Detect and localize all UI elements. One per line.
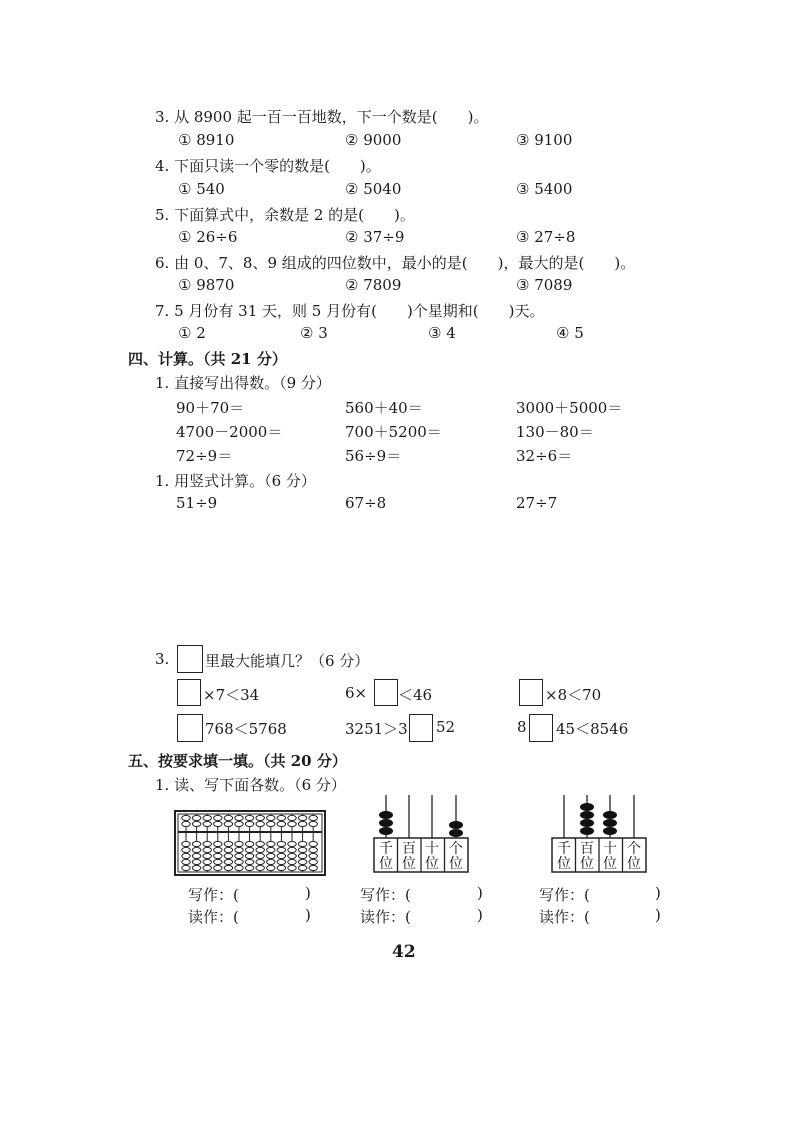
place-label-char: 十: [425, 841, 439, 857]
abacus-bead: [277, 821, 285, 826]
abacus-bead: [277, 865, 285, 870]
abacus-bead: [214, 841, 222, 846]
question-7-option-4: ④ 5: [556, 324, 584, 342]
place-label-char: 位: [379, 856, 393, 872]
oral-calc-item: 4700－2000＝: [176, 423, 283, 441]
abacus-bead: [203, 815, 211, 820]
abacus-bead: [267, 847, 275, 852]
vertical-calc-heading: 1. 用竖式计算。（6 分）: [155, 472, 316, 490]
abacus-bead: [214, 865, 222, 870]
abacus-bead: [203, 865, 211, 870]
abacus-bead: [182, 847, 190, 852]
abacus-bead: [256, 859, 264, 864]
abacus-bead: [288, 815, 296, 820]
abacus-bead: [182, 821, 190, 826]
answer-box[interactable]: [374, 679, 398, 706]
abacus-bead: [309, 815, 317, 820]
abacus-bead: [267, 853, 275, 858]
inequality-text: ×7＜34: [203, 686, 260, 704]
abacus-bead: [309, 853, 317, 858]
oral-calc-item: 3000＋5000＝: [516, 399, 623, 417]
abacus-bead: [203, 841, 211, 846]
abacus-bead: [214, 821, 222, 826]
vertical-calc-item: 27÷7: [516, 494, 558, 512]
abacus-bead: [277, 847, 285, 852]
inequality-text: ＜46: [398, 686, 433, 704]
place-label-char: 千: [557, 841, 571, 857]
abacus-bead: [203, 853, 211, 858]
read-label: 读作：(: [360, 908, 411, 926]
question-3-option-1: ① 8910: [178, 131, 235, 149]
close-paren: ): [655, 884, 661, 902]
abacus-bead: [235, 859, 243, 864]
abacus-bead: [267, 841, 275, 846]
place-label-char: 位: [449, 856, 463, 872]
close-paren: ): [655, 906, 661, 924]
inequality-text: 8: [517, 718, 527, 736]
fill-box-question-text: 里最大能填几？（6 分）: [205, 652, 370, 670]
abacus-bead: [256, 841, 264, 846]
abacus-bead: [288, 853, 296, 858]
write-label: 写作：(: [188, 886, 239, 904]
place-label-char: 位: [402, 856, 416, 872]
abacus-bead: [182, 815, 190, 820]
inequality-text: ×8＜70: [545, 686, 602, 704]
answer-box[interactable]: [409, 714, 433, 742]
place-label-char: 个: [627, 841, 641, 857]
question-3-stem: 3. 从 8900 起一百一百地数，下一个数是( )。: [155, 108, 489, 126]
abacus-bead: [309, 847, 317, 852]
inequality-text: 3251＞3: [345, 720, 408, 738]
abacus-bead: [309, 865, 317, 870]
abacus-bead: [235, 853, 243, 858]
question-3-option-2: ② 9000: [345, 131, 402, 149]
abacus-bead: [214, 853, 222, 858]
abacus-bead: [192, 821, 200, 826]
question-4-option-1: ① 540: [178, 180, 225, 198]
answer-box[interactable]: [529, 714, 553, 742]
vertical-calc-item: 67÷8: [345, 494, 387, 512]
abacus-bead: [298, 859, 306, 864]
abacus-bead: [267, 859, 275, 864]
write-label: 写作：(: [539, 886, 590, 904]
abacus-bead: [224, 821, 232, 826]
question-6-option-2: ② 7809: [345, 276, 402, 294]
abacus-bead: [182, 859, 190, 864]
inequality-text: 6×: [345, 684, 368, 702]
question-4-option-2: ② 5040: [345, 180, 402, 198]
abacus-bead: [267, 815, 275, 820]
abacus-bead: [245, 859, 253, 864]
abacus-bead: [182, 865, 190, 870]
oral-calc-item: 72÷9＝: [176, 447, 233, 465]
abacus-bead: [224, 847, 232, 852]
abacus-bead: [245, 841, 253, 846]
abacus-bead: [224, 859, 232, 864]
abacus-bead: [267, 821, 275, 826]
read-write-heading: 1. 读、写下面各数。（6 分）: [155, 776, 346, 794]
question-7-option-3: ③ 4: [428, 324, 456, 342]
place-value-counter-2: [546, 793, 656, 878]
question-4-option-3: ③ 5400: [516, 180, 573, 198]
abacus-bead: [256, 815, 264, 820]
abacus-bead: [288, 841, 296, 846]
abacus-bead: [214, 859, 222, 864]
write-label: 写作：(: [360, 886, 411, 904]
place-label-char: 千: [379, 841, 393, 857]
oral-calc-item: 90＋70＝: [176, 399, 245, 417]
abacus-bead: [224, 865, 232, 870]
abacus-bead: [192, 841, 200, 846]
abacus-bead: [224, 853, 232, 858]
oral-calc-item: 700＋5200＝: [345, 423, 442, 441]
question-5-option-3: ③ 27÷8: [516, 228, 576, 246]
question-7-option-2: ② 3: [300, 324, 328, 342]
place-label-char: 位: [603, 856, 617, 872]
question-5-stem: 5. 下面算式中，余数是 2 的是( )。: [155, 206, 415, 224]
abacus-bead: [192, 859, 200, 864]
abacus-bead: [235, 865, 243, 870]
abacus-bead: [182, 841, 190, 846]
abacus-bead: [298, 847, 306, 852]
abacus-bead: [277, 815, 285, 820]
abacus-bead: [288, 859, 296, 864]
page-number: 42: [392, 942, 416, 962]
abacus-bead: [277, 853, 285, 858]
abacus-bead: [288, 821, 296, 826]
place-label-char: 个: [449, 841, 463, 857]
question-5-option-2: ② 37÷9: [345, 228, 405, 246]
abacus-bead: [203, 821, 211, 826]
abacus-bead: [309, 859, 317, 864]
answer-box[interactable]: [177, 645, 203, 673]
abacus-bead: [288, 847, 296, 852]
oral-calc-item: 32÷6＝: [516, 447, 573, 465]
inequality-text: 768＜5768: [205, 720, 287, 738]
answer-box[interactable]: [177, 714, 203, 742]
oral-calc-item: 130－80＝: [516, 423, 594, 441]
abacus-bead: [235, 821, 243, 826]
abacus-bead: [245, 847, 253, 852]
abacus-bead: [256, 865, 264, 870]
abacus-bead: [203, 847, 211, 852]
abacus-bead: [214, 815, 222, 820]
close-paren: ): [477, 884, 483, 902]
abacus-bead: [298, 815, 306, 820]
oral-calc-item: 560＋40＝: [345, 399, 423, 417]
abacus-bead: [309, 821, 317, 826]
section-4-title: 四、计算。（共 21 分）: [128, 350, 287, 368]
vertical-calc-item: 51÷9: [176, 494, 218, 512]
inequality-text: 45＜8546: [556, 720, 629, 738]
abacus-bead: [309, 841, 317, 846]
abacus-bead: [245, 853, 253, 858]
abacus-bead: [192, 847, 200, 852]
question-6-option-3: ③ 7089: [516, 276, 573, 294]
oral-calc-heading: 1. 直接写出得数。（9 分）: [155, 374, 331, 392]
place-label-char: 位: [627, 856, 641, 872]
place-label-char: 百: [580, 841, 594, 857]
abacus-bead: [298, 865, 306, 870]
question-6-option-1: ① 9870: [178, 276, 235, 294]
abacus-bead: [245, 865, 253, 870]
suanpan-abacus: [174, 810, 326, 876]
question-3-option-3: ③ 9100: [516, 131, 573, 149]
abacus-bead: [224, 841, 232, 846]
abacus-bead: [256, 821, 264, 826]
inequality-text: 52: [436, 718, 456, 736]
question-5-option-1: ① 26÷6: [178, 228, 238, 246]
place-label-char: 位: [580, 856, 594, 872]
fill-box-question-number: 3.: [155, 650, 170, 668]
place-label-char: 位: [425, 856, 439, 872]
abacus-bead: [214, 847, 222, 852]
abacus-bead: [277, 859, 285, 864]
place-label-char: 百: [402, 841, 416, 857]
place-label-char: 位: [557, 856, 571, 872]
abacus-bead: [298, 821, 306, 826]
close-paren: ): [305, 884, 311, 902]
answer-box[interactable]: [177, 679, 201, 706]
close-paren: ): [305, 906, 311, 924]
abacus-bead: [235, 841, 243, 846]
abacus-bead: [245, 821, 253, 826]
read-label: 读作：(: [188, 908, 239, 926]
abacus-bead: [224, 815, 232, 820]
place-value-counter-1: [368, 793, 478, 878]
abacus-bead: [192, 865, 200, 870]
read-label: 读作：(: [539, 908, 590, 926]
abacus-bead: [256, 847, 264, 852]
abacus-bead: [298, 841, 306, 846]
abacus-bead: [256, 853, 264, 858]
abacus-bead: [245, 815, 253, 820]
abacus-bead: [203, 859, 211, 864]
place-label-char: 十: [603, 841, 617, 857]
question-4-stem: 4. 下面只读一个零的数是( )。: [155, 157, 381, 175]
question-7-option-1: ① 2: [178, 324, 206, 342]
question-6-stem: 6. 由 0、7、8、9 组成的四位数中，最小的是( )，最大的是( )。: [155, 254, 636, 272]
abacus-bead: [192, 815, 200, 820]
question-7-stem: 7. 5 月份有 31 天，则 5 月份有( )个星期和( )天。: [155, 302, 545, 320]
answer-box[interactable]: [519, 679, 543, 706]
abacus-bead: [288, 865, 296, 870]
abacus-bead: [277, 841, 285, 846]
abacus-bead: [298, 853, 306, 858]
abacus-bead: [192, 853, 200, 858]
section-5-title: 五、按要求填一填。（共 20 分）: [128, 752, 347, 770]
oral-calc-item: 56÷9＝: [345, 447, 402, 465]
abacus-bead: [235, 815, 243, 820]
abacus-bead: [182, 853, 190, 858]
abacus-bead: [267, 865, 275, 870]
abacus-bead: [235, 847, 243, 852]
close-paren: ): [477, 906, 483, 924]
